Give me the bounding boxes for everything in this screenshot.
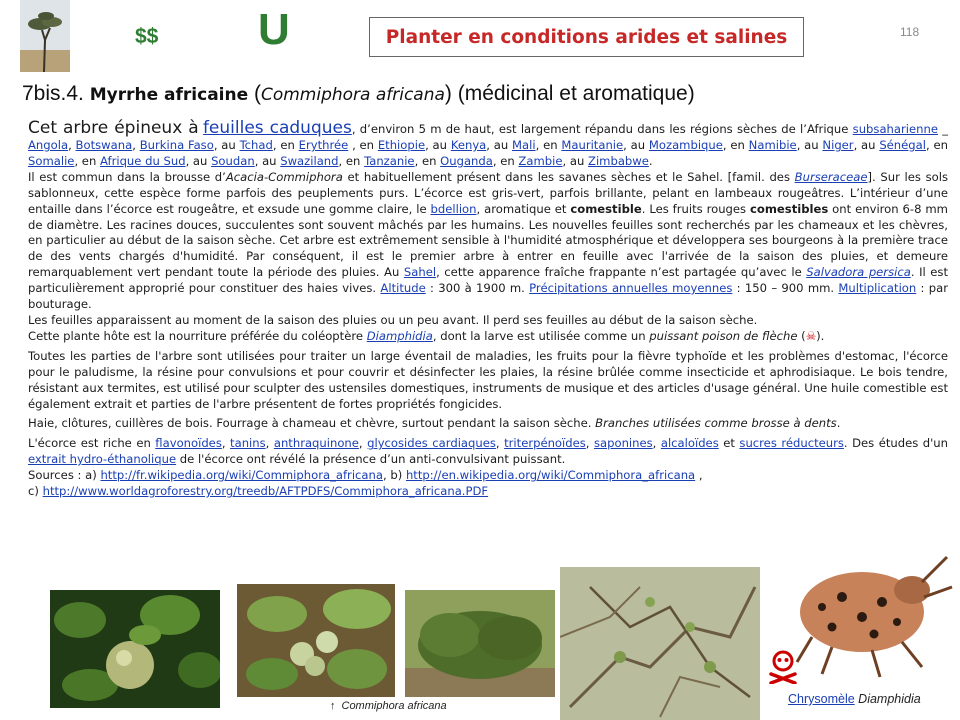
link-diamphidia[interactable]: Diamphidia [366, 328, 433, 343]
text-italic: puissant poison de flèche [649, 328, 798, 343]
link-compound[interactable]: triterpénoïdes [504, 436, 586, 451]
photo-green-fruits [237, 584, 395, 697]
link-country[interactable]: Swaziland [280, 153, 339, 168]
text-span: , aromatique et [476, 201, 571, 216]
text-span: ont environ 6-8 mm de diamètre. Les racines douces, succulentes sont souvent mâchés par les humains. Les nouvelles feuilles sont recherchés par les chameaux et les chèvres, en particulier au début de la saison sèche. Cet arbre est extrêmement sensible à l'humidité atmosphérique et développera ses bourgeons à la première trace de des vents chargés d'humidité. Par conséquent, il est le premier arbre à entrer en feuille avec l'arrivée de la saison des pluies, et demeure remarquablement vert pendant toute la période des pluies. Au [28, 201, 948, 280]
text-span: et habituellement présent dans les savanes sèches et le Sahel. [famil. des [342, 169, 795, 184]
link-country[interactable]: Tanzanie [364, 153, 415, 168]
beetle-species: Diamphidia [858, 692, 921, 706]
link-compound[interactable]: anthraquinone [273, 436, 359, 451]
title-paren-open: ( [248, 82, 261, 105]
text-span: Sur les sols sablonneux, cette espèce forme parfois des peuplements purs. L’écorce est gris-vert, parfois brillante, pelant en lambeaux rougeâtres. L’intérieur d’une entaille dans l’écorce est rougeâtre, et exsude une gomme claire, le [28, 169, 948, 216]
skull-crossbones-icon: ☠ [805, 328, 817, 343]
text-bold: comestibles [750, 201, 829, 216]
link-compound[interactable]: tanins [230, 436, 266, 451]
link-country[interactable]: Botswana [75, 138, 133, 152]
photo-fruits-leaves [50, 590, 220, 708]
title-prefix: 7bis.4. [22, 82, 84, 105]
link-compound[interactable]: saponines [593, 436, 653, 451]
text-span: . Il est particulièrement approprié pour constituer des haies vives. [28, 265, 948, 296]
photo-shrub [405, 590, 555, 697]
paragraph-hedges [28, 416, 948, 432]
arrow-up-icon: ↑ [330, 700, 336, 712]
link-salvadora-persica[interactable]: Salvadora persica [806, 265, 911, 280]
link-multiplication[interactable]: Multiplication [838, 281, 917, 296]
text-span: ]. [867, 169, 876, 184]
plant-caption-text: Commiphora africana [341, 700, 447, 712]
text-span: Cette plante hôte est la nourriture préférée du coléoptère [28, 328, 367, 343]
text-bold: comestible [570, 201, 642, 216]
text-span: Haie, clôtures, cuillères de bois. Fourrage à chameau et chèvre, surtout pendant la saison sèche. [28, 416, 596, 431]
text-italic: Branches utilisées comme brosse à dents [595, 416, 837, 431]
link-country[interactable]: Erythrée [298, 138, 349, 152]
text-span: : 150 – 900 mm. [732, 281, 839, 296]
link-burseraceae[interactable]: Burseraceae [794, 169, 868, 184]
paragraph-leaves: Les feuilles apparaissent au moment de la saison des pluies ou un peu avant. Il perd ses feuilles au début de la saison sèche. [28, 312, 758, 327]
text-span: ( [797, 328, 806, 343]
paragraph-host [28, 329, 948, 345]
link-extrait[interactable]: extrait hydro-éthanolique [28, 452, 177, 467]
paragraph-description: Cet arbre épineux à feuilles caduques, d’environ 5 m de haut, est largement répandu dans les régions sèches de l’Afrique subsaharienne _ Angola, Botswana, Burkina Faso, au Tchad, en Erythrée , en Ethiopie, au Kenya, au Mali, en Mauritanie, au Mozambique, en Namibie, au Niger, au Sénégal, en Somalie, en Afrique du Sud, au Soudan, au Swaziland, en Tanzanie, en Ouganda, en Zambie, au Zimbabwe. [28, 118, 949, 168]
paragraph-sources [28, 468, 948, 484]
link-country[interactable]: Zambie [518, 153, 563, 168]
link-country[interactable]: Mali [512, 138, 536, 152]
text-span: . [836, 416, 841, 431]
title-scientific-name: Commiphora africana [260, 85, 445, 105]
link-source-worldagroforestry[interactable]: http://www.worldagroforestry.org/treedb/AFTPDFS/Commiphora_africana.PDF [42, 484, 489, 499]
page-title [22, 82, 695, 106]
text-span: ). [816, 328, 825, 343]
link-feuilles-caduques[interactable]: feuilles caduques [202, 118, 352, 138]
text-span: , b) [382, 468, 406, 483]
link-country[interactable]: Burkina Faso [139, 138, 214, 152]
beetle-caption [788, 692, 921, 706]
link-country[interactable]: Zimbabwe [588, 153, 649, 168]
text-span: , dont la larve est utilisée comme un [432, 328, 650, 343]
link-country[interactable]: subsaharienne [852, 122, 938, 136]
text-species: Acacia-Commiphora [225, 169, 343, 184]
category-letter: U [258, 5, 290, 54]
text-span: . Des études d'un [843, 436, 948, 451]
text-span: , [695, 468, 703, 483]
title-common-name: Myrrhe africaine [89, 85, 249, 105]
link-compound[interactable]: flavonoïdes [155, 436, 222, 451]
link-country[interactable]: Sénégal [879, 138, 926, 152]
text-span: et [718, 436, 740, 451]
paragraph-uses: Toutes les parties de l'arbre sont utilisées pour traiter un large éventail de maladies, les fruits pour la fièvre typhoïde et les problèmes d'estomac, l'écorce pour le paludisme, la résine pour convulsions et pour couvrir et désinfecter les plaies, la résine brûlée comme insecticide et aphrodisiaque. Le bois tendre, résistant aux termites, est utilisé pour sculpter des ustensiles domestiques, instruments de musique et des articles d'usage général. Une huile comestible est également extrait et parties de l'arbre présentent de fortes propriétés fongicides. [28, 348, 948, 411]
title-suffix: (médicinal et aromatique) [451, 82, 695, 105]
text-span: , cette apparence fraîche frappante n’est partagée qu’avec le [436, 265, 807, 280]
link-country[interactable]: Kenya [450, 138, 487, 152]
tree-thumbnail [20, 0, 70, 72]
text-span: L'écorce est riche en [28, 436, 156, 451]
link-country[interactable]: Mauritanie [561, 138, 624, 152]
link-country[interactable]: Niger [822, 138, 854, 152]
link-bdellion[interactable]: bdellion [430, 201, 477, 216]
link-sahel[interactable]: Sahel [403, 265, 437, 280]
paragraph-habitat [28, 170, 948, 313]
separator: _ [942, 122, 949, 136]
link-chrysomele[interactable]: Chrysomèle [788, 692, 855, 706]
text-span: : par bouturage. [28, 281, 948, 312]
link-precipitations[interactable]: Précipitations annuelles moyennes [529, 281, 733, 296]
title-paren-close: ) [444, 82, 452, 105]
text-span: . Les fruits rouges [641, 201, 751, 216]
link-country[interactable]: Tchad [239, 138, 273, 152]
link-country[interactable]: Mozambique [648, 138, 723, 152]
link-country[interactable]: Ethiopie [377, 138, 426, 152]
text-span: de l'écorce ont révélé la présence d’un anti-convulsivant puissant. [176, 452, 566, 467]
link-country[interactable]: Afrique du Sud [99, 153, 186, 168]
link-compound[interactable]: glycosides cardiaques [367, 436, 496, 451]
link-altitude[interactable]: Altitude [380, 281, 426, 296]
paragraph-bark: L'écorce est riche en flavonoïdes, tanins, anthraquinone, glycosides cardiaques, triterpénoïdes, saponines, alcaloïdes et sucres réducteurs. Des études d'un extrait hydro-éthanolique de l'écorce ont révélé la présence d’un anti-convulsivant puissant. [28, 436, 948, 467]
photo-thorny-branches [560, 567, 760, 720]
page-number: 118 [900, 25, 920, 39]
link-compound[interactable]: alcaloïdes [660, 436, 719, 451]
plant-caption [330, 700, 447, 712]
text-span: c) [28, 484, 43, 499]
lead-text: Cet arbre épineux à [28, 118, 199, 138]
price-indicator: $$ [135, 25, 159, 48]
link-sucres-reducteurs[interactable]: sucres réducteurs [739, 436, 844, 451]
section-banner: Planter en conditions arides et salines [369, 17, 804, 57]
article-body [28, 118, 948, 500]
link-country[interactable]: Ouganda [440, 153, 493, 168]
link-country[interactable]: Soudan [211, 153, 255, 168]
text-span: Il est commun dans la brousse d’ [28, 169, 226, 184]
link-source-fr-wikipedia[interactable]: http://fr.wikipedia.org/wiki/Commiphora_africana [100, 468, 383, 483]
text-span: , d’environ 5 m de haut, est largement répandu dans les régions sèches de l’Afrique [351, 122, 849, 136]
link-country[interactable]: Somalie [28, 153, 75, 168]
link-source-en-wikipedia[interactable]: http://en.wikipedia.org/wiki/Commiphora_africana [405, 468, 696, 483]
paragraph-source-c [28, 484, 948, 500]
link-country[interactable]: Angola [28, 138, 69, 152]
link-country[interactable]: Namibie [748, 138, 797, 152]
text-span: : 300 à 1900 m. [425, 281, 530, 296]
text-span: Sources : a) [28, 468, 101, 483]
skull-crossbones-icon [768, 650, 798, 684]
